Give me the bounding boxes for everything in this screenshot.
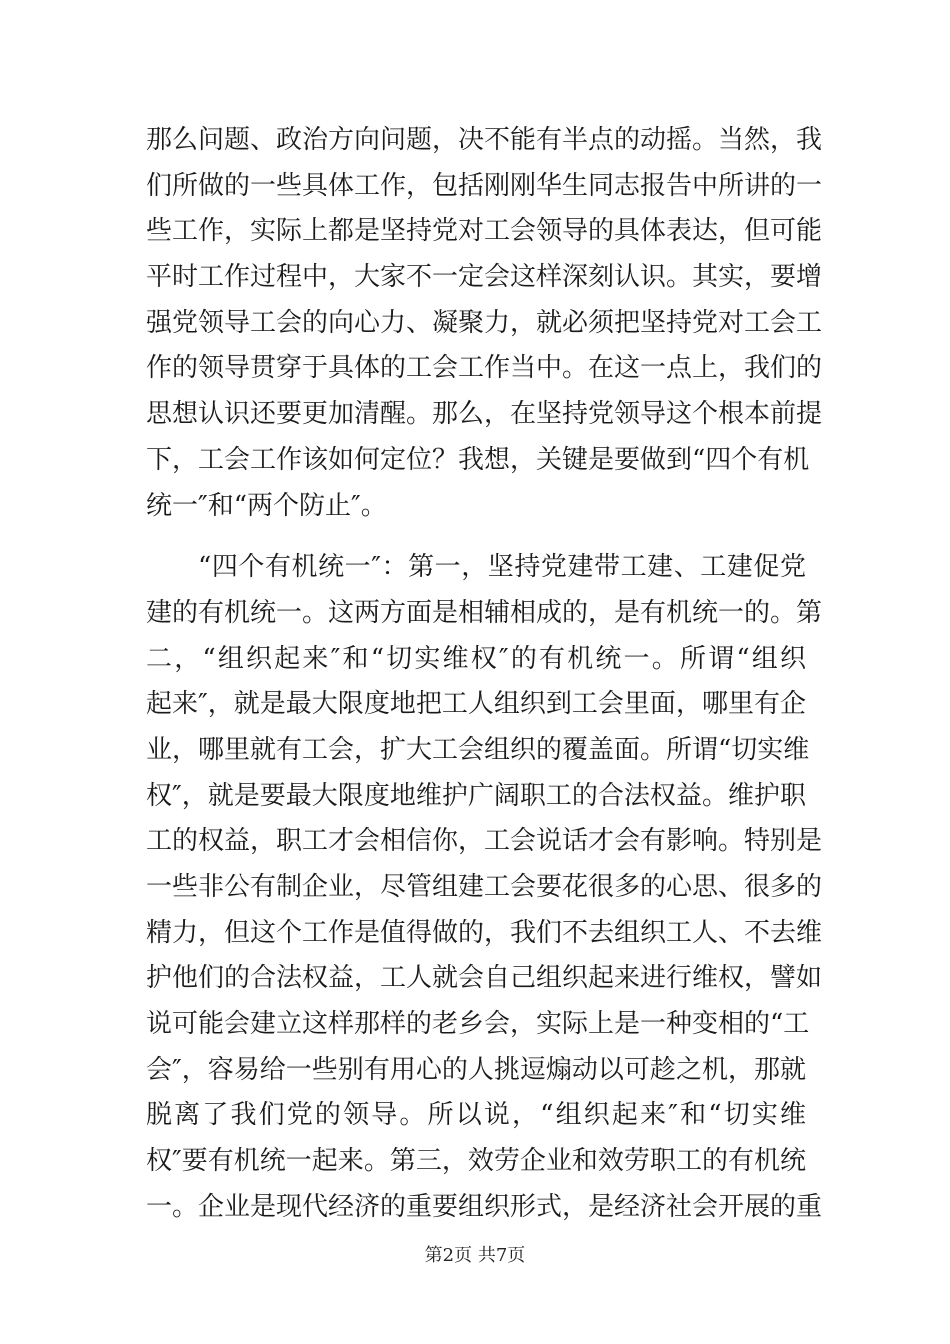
text-line: 建的有机统一。这两方面是相辅相成的，是有机统一的。第	[146, 597, 823, 628]
text-line: 脱离了我们党的领导。所以说，“组织起来″和“切实维	[146, 1100, 806, 1131]
text-line: 一。企业是现代经济的重要组织形式，是经济社会开展的重	[146, 1191, 823, 1222]
text-line: 护他们的合法权益，工人就会自己组织起来进行维权，譬如	[146, 963, 823, 994]
text-line: 精力，但这个工作是值得做的，我们不去组织工人、不去维	[146, 917, 823, 948]
text-line: 作的领导贯穿于具体的工会工作当中。在这一点上，我们的	[146, 353, 823, 384]
text-line: 平时工作过程中，大家不一定会这样深刻认识。其实，要增	[146, 262, 823, 293]
text-line: 权″要有机统一起来。第三，效劳企业和效劳职工的有机统	[146, 1146, 806, 1177]
body-text	[146, 118, 823, 1231]
text-line: 些工作，实际上都是坚持党对工会领导的具体表达，但可能	[146, 216, 823, 247]
text-line: “四个有机统一″：第一，坚持党建带工建、工建促党	[198, 552, 806, 583]
paragraph-2	[146, 545, 823, 1230]
text-line: 下，工会工作该如何定位？我想，关键是要做到“四个有机	[146, 444, 810, 475]
text-line: 二，“组织起来″和“切实维权″的有机统一。所谓“组织	[146, 643, 806, 674]
text-line: 那么问题、政治方向问题，决不能有半点的动摇。当然，我	[146, 125, 823, 155]
paragraph-1	[146, 118, 823, 529]
page-footer	[0, 1241, 950, 1267]
text-line: 起来″，就是最大限度地把工人组织到工会里面，哪里有企	[146, 689, 806, 720]
text-line: 会″，容易给一些别有用心的人挑逗煽动以可趁之机，那就	[146, 1054, 806, 1085]
text-line: 强党领导工会的向心力、凝聚力，就必须把坚持党对工会工	[146, 307, 823, 338]
text-line: 业，哪里就有工会，扩大工会组织的覆盖面。所谓“切实维	[146, 734, 810, 765]
text-line: 权″，就是要最大限度地维护广阔职工的合法权益。维护职	[146, 780, 806, 811]
page-number: 第2页 共7页	[424, 1245, 526, 1266]
text-line: 工的权益，职工才会相信你，工会说话才会有影响。特别是	[146, 826, 823, 857]
text-line: 说可能会建立这样那样的老乡会，实际上是一种变相的“工	[146, 1009, 810, 1040]
text-line: 思想认识还要更加清醒。那么，在坚持党领导这个根本前提	[146, 399, 823, 430]
paragraph-spacer	[146, 529, 806, 545]
text-line: 一些非公有制企业，尽管组建工会要花很多的心思、很多的	[146, 872, 823, 902]
text-line: 统一″和“两个防止″。	[146, 490, 387, 521]
text-line: 们所做的一些具体工作，包括刚刚华生同志报告中所讲的一	[146, 170, 823, 201]
